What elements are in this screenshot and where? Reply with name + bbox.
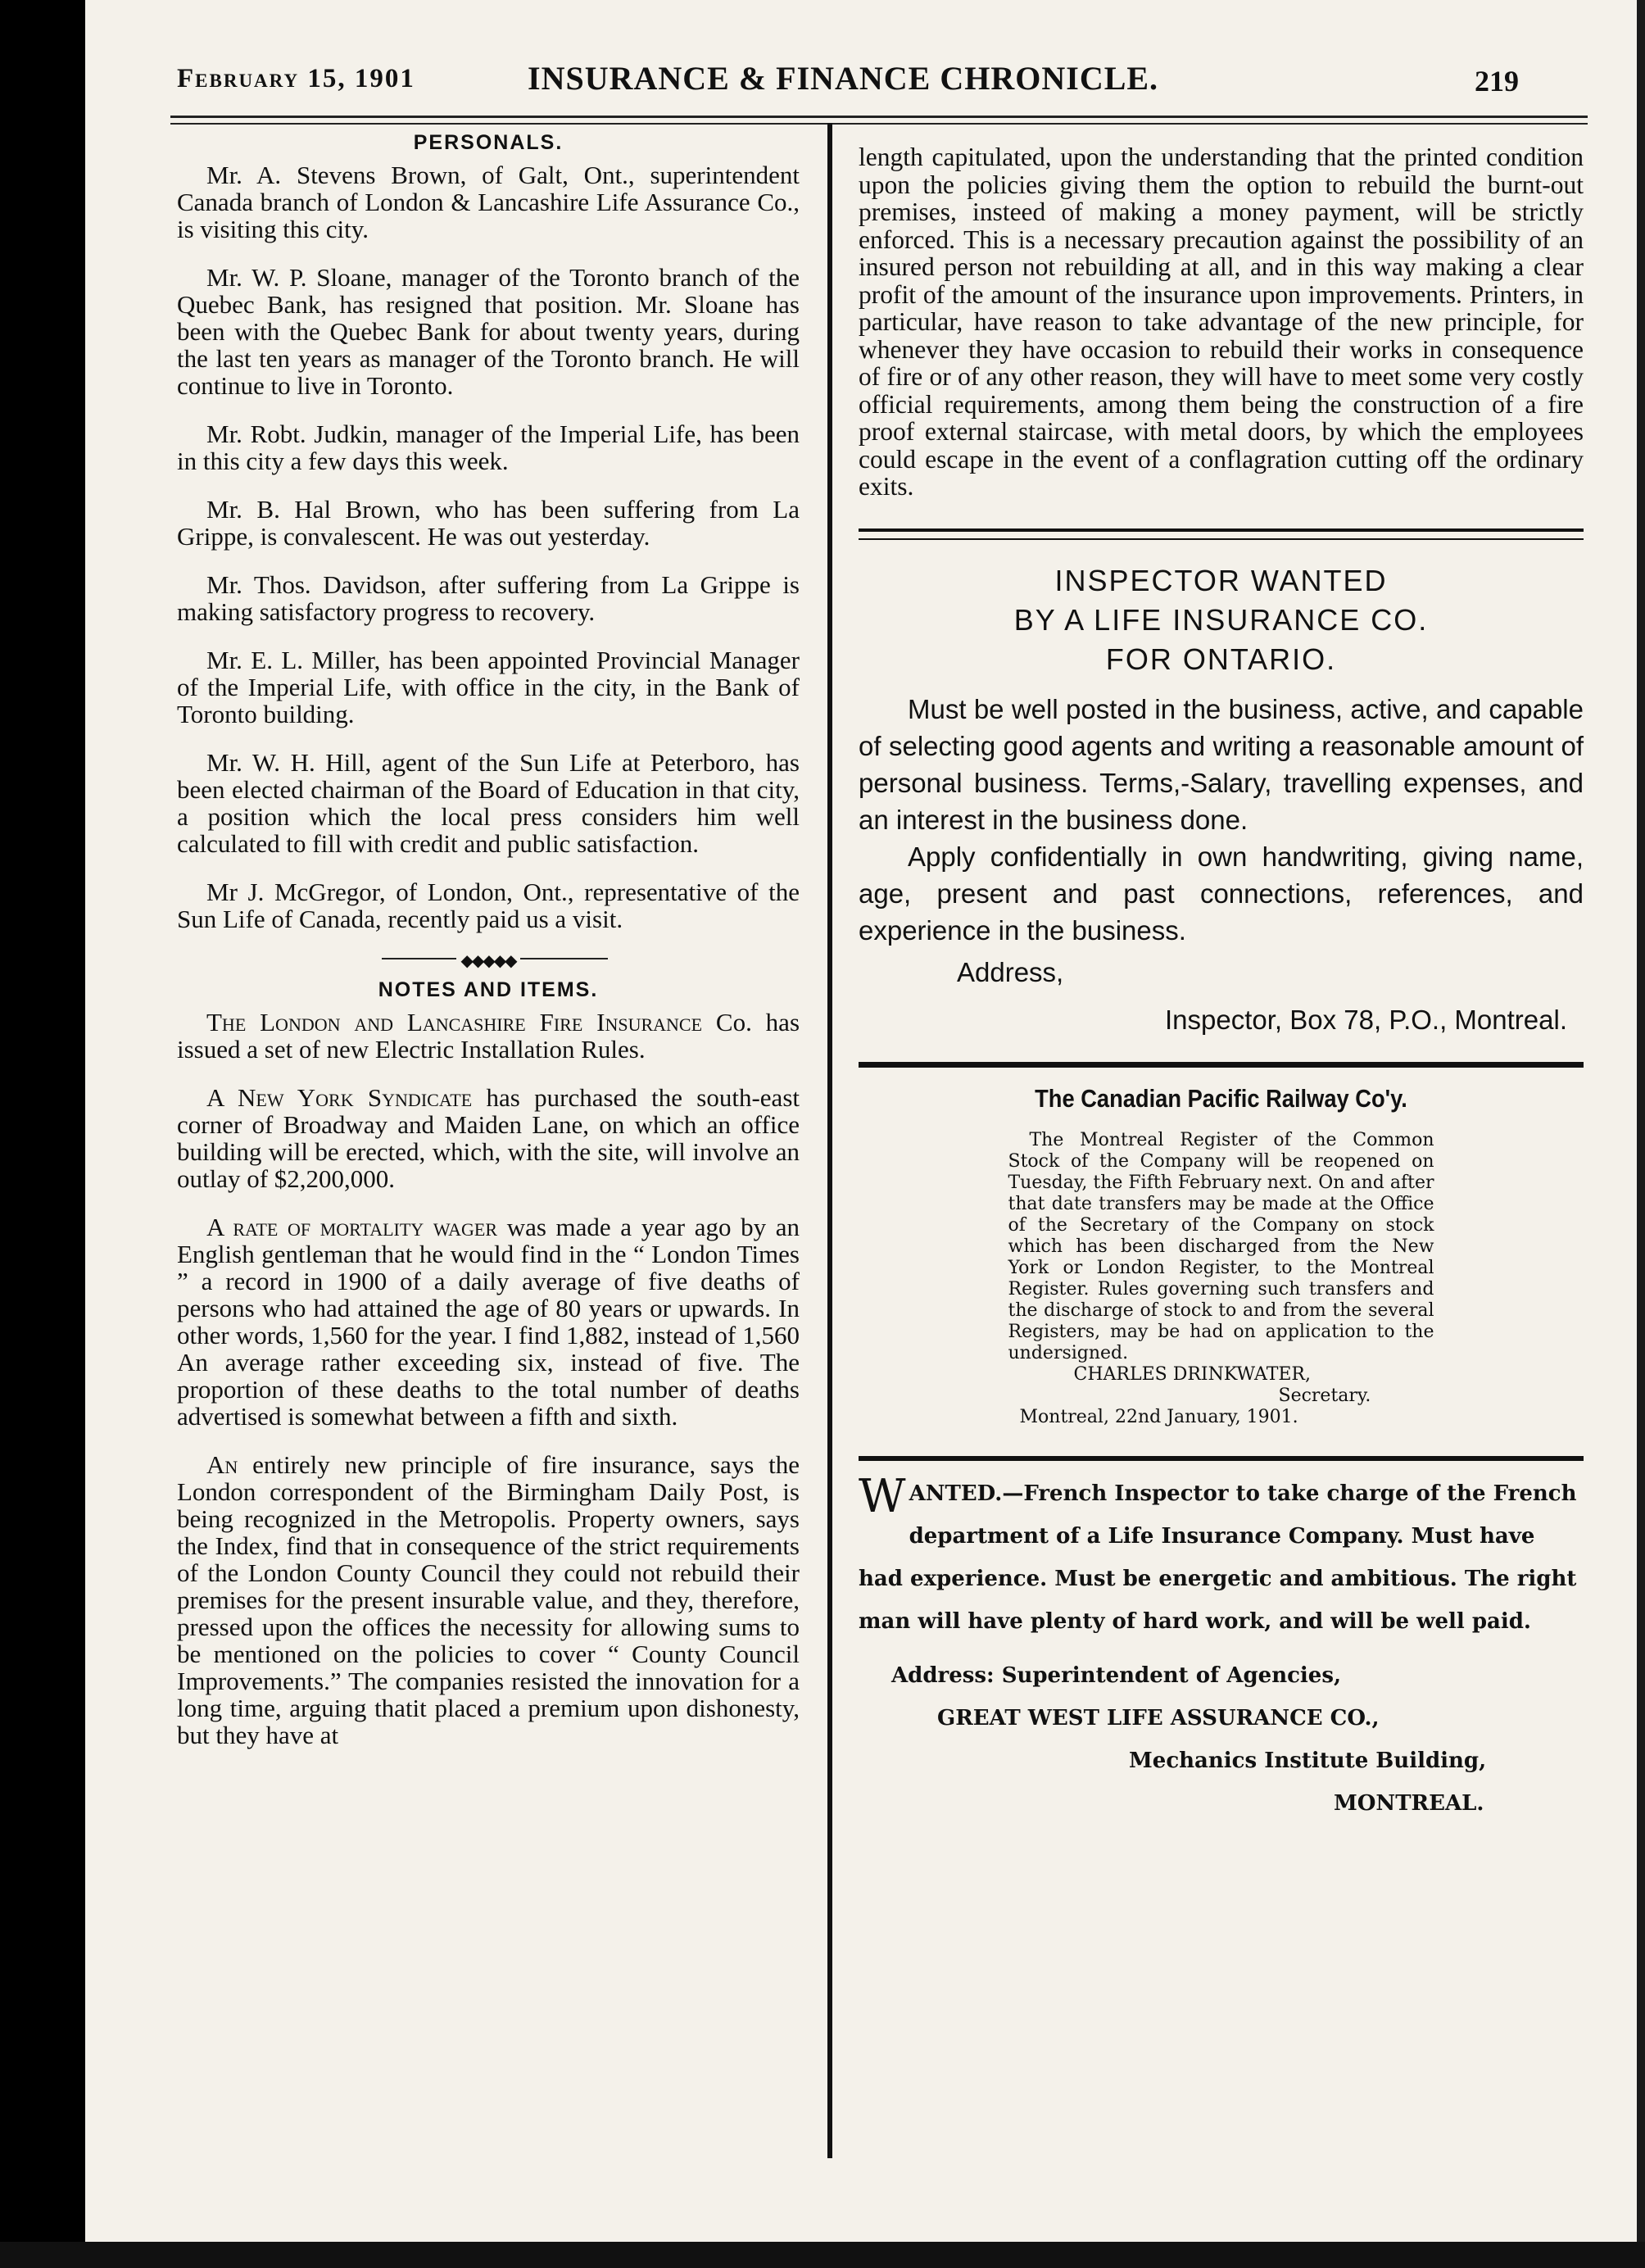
personal-item: Mr. Thos. Davidson, after suffering from La Grippe is making satisfactory progress to recovery.: [177, 570, 800, 626]
ad-divider: [859, 528, 1584, 540]
drop-cap: W: [859, 1469, 906, 1523]
right-column: [859, 143, 1584, 1825]
ad-title-line: BY A LIFE INSURANCE CO.: [1013, 602, 1429, 637]
personal-item: Mr J. McGregor, of London, Ont., representative of the Sun Life of Canada, recently paid us a visit.: [177, 878, 800, 933]
ad-title-line: INSPECTOR WANTED: [1054, 563, 1388, 597]
personal-item: Mr. W. P. Sloane, manager of the Toronto branch of the Quebec Bank, has resigned that position. Mr. Sloane has been with the Quebec Bank for about twenty years, during the last ten years as manager of the Toronto branch. He will continue to live in Toronto.: [177, 263, 800, 400]
inspector-wanted-ad: [859, 561, 1584, 1036]
scan-edge: [1637, 0, 1645, 2268]
ad-address: Inspector, Box 78, P.O., Montreal.: [1165, 1004, 1567, 1035]
issue-date: February 15, 1901: [177, 64, 415, 93]
section-ornament: ◆◆◆◆◆: [177, 950, 800, 967]
ad-body: Must be well posted in the business, active, and capable of selecting good agents and writing a reasonable amount of personal business. Terms,-Salary, travelling expenses, and an interest in the business done.: [859, 693, 1584, 835]
publication-title: INSURANCE & FINANCE CHRONICLE.: [528, 60, 1159, 97]
ad-divider: [859, 1456, 1584, 1461]
article-continuation: length capitulated, upon the understanding that the printed condition upon the policies giving them the option to rebuild the burnt-out premises, insteed of making a money payment, will be strictly enforced. This is a necessary precaution against the possibility of an insured person not rebuilding at all, and in this way making a clear profit of the amount of the insurance upon improvements. Printers, in particular, have reason to take advantage of the new principle, for whenever they have occasion to rebuild their works in consequence of fire or of any other reason, they will have to meet some very costly official requirements, among them being the construction of a fire proof external staircase, with metal doors, by which the employees could escape in the event of a conflagration cutting off the ordinary exits.: [859, 143, 1584, 501]
ad-title-line: FOR ONTARIO.: [1105, 642, 1337, 676]
ad-city: MONTREAL.: [1334, 1790, 1484, 1816]
page-number: 219: [1475, 65, 1519, 98]
note-item: An entirely new principle of fire insurance, says the London correspondent of the Birmingham Daily Post, is being recognized in the Metropolis. Property owners, says the Index, find that in consequence of the strict requirements of the London County Council they could not rebuild their premises for the present insurable value, and they, therefore, pressed upon the offices the necessity for allowing sums to be mentioned on the policies to cover “ County Council Improvements.” The companies resisted the innovation for a long time, arguing thatit placed a premium upon dishonesty, but they have at: [177, 1450, 800, 1749]
note-item: A rate of mortality wager was made a year ago by an English gentleman that he would find in the “ London Times ” a record in 1900 of a daily average of five deaths of persons who had attained the age of 80 years or upwards. In other words, 1,560 for the year. I find 1,882, instead of 1,560 An average rather exceeding six, instead of five. The proportion of these deaths to the total number of deaths advertised is somewhat between a fifth and sixth.: [177, 1213, 800, 1431]
ad-signature: CHARLES DRINKWATER,: [1073, 1363, 1311, 1385]
ad-address-label: Address,: [957, 956, 1064, 987]
personal-item: Mr. Robt. Judkin, manager of the Imperial Life, has been in this city a few days this week.: [177, 420, 800, 475]
note-item: A New York Syndicate has purchased the south-east corner of Broadway and Maiden Lane, on which an office building will be erected, which, with the site, will involve an outlay of $2,200,000.: [177, 1083, 800, 1193]
ad-body: Apply confidentially in own handwriting, giving name, age, present and past connections, references, and experience in the business.: [859, 841, 1584, 946]
personal-item: Mr. W. H. Hill, agent of the Sun Life at Peterboro, has been elected chairman of the Board of Education in that city, a position which the local press considers him well calculated to fill with credit and public satisfaction.: [177, 748, 800, 858]
notes-heading: NOTES AND ITEMS.: [378, 978, 599, 1001]
personal-item: Mr. E. L. Miller, has been appointed Provincial Manager of the Imperial Life, with office in the city, in the Bank of Toronto building.: [177, 646, 800, 728]
personal-item: Mr. A. Stevens Brown, of Galt, Ont., superintendent Canada branch of London & Lancashire Life Assurance Co., is visiting this city.: [177, 161, 800, 243]
newspaper-page: [85, 0, 1645, 2268]
french-inspector-ad: [859, 1469, 1584, 1825]
column-divider: [827, 123, 832, 2158]
personal-item: Mr. B. Hal Brown, who has been suffering from La Grippe, is convalescent. He was out yesterday.: [177, 495, 800, 551]
scan-bottom-edge: [0, 2242, 1645, 2268]
note-item: The London and Lancashire Fire Insurance Co. has issued a set of new Electric Installation Rules.: [177, 1008, 800, 1064]
ad-body: ANTED.—French Inspector to take charge of the French department of a Life Insurance Company. Must have had experience. Must be energetic and ambitious. The right man will have plenty of hard work, and will be well paid.: [859, 1481, 1577, 1634]
personals-heading: PERSONALS.: [413, 131, 564, 154]
header-rule: [170, 116, 1588, 125]
ad-building: Mechanics Institute Building,: [1129, 1748, 1487, 1773]
ad-title: The Canadian Pacific Railway Co'y.: [1035, 1083, 1407, 1113]
ad-date: Montreal, 22nd January, 1901.: [1019, 1406, 1298, 1427]
ad-address: Address: Superintendent of Agencies,: [891, 1662, 1342, 1688]
ad-body: The Montreal Register of the Common Stock of the Company will be reopened on Tuesday, the Fifth February next. On and after that date transfers may be made at the Office of the Secretary of the Company on stock which has been discharged from the New York or London Register, to the Montreal Register. Rules governing such transfers and the discharge of stock to and from the several Registers, may be had on application to the undersigned.: [1008, 1129, 1434, 1363]
ad-signature-title: Secretary.: [1278, 1385, 1371, 1406]
left-column: [177, 127, 800, 1770]
cpr-notice-ad: [859, 1084, 1584, 1428]
page-header: [85, 60, 1645, 113]
ad-divider: [859, 1062, 1584, 1068]
ad-company: GREAT WEST LIFE ASSURANCE CO.,: [937, 1705, 1380, 1730]
